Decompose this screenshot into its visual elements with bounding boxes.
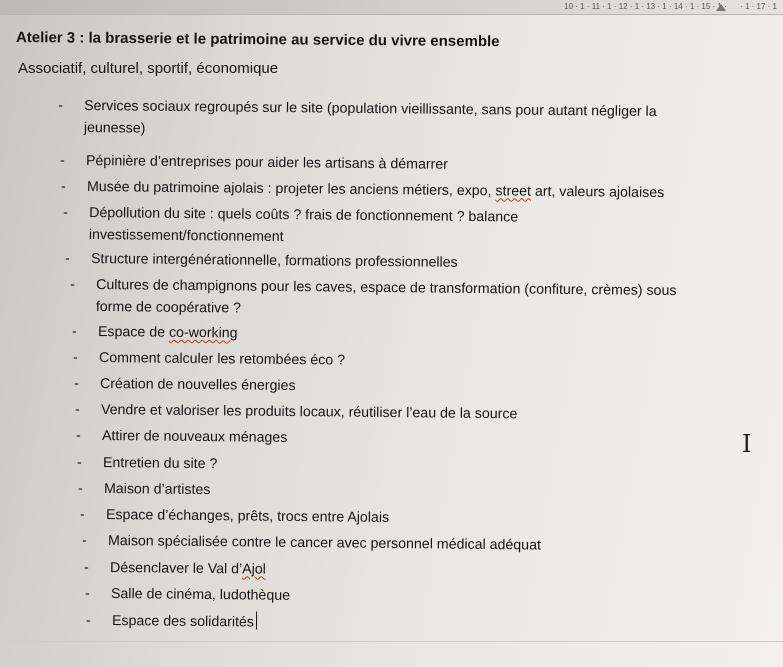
list-item[interactable] <box>81 530 542 557</box>
list-item[interactable] <box>72 347 346 372</box>
list-item-text: Musée du patrimoine ajolais : projeter les anciens métiers, expo, <box>86 179 496 200</box>
list-item-text: Espace d’échanges, prêts, trocs entre Ajolais <box>105 507 390 526</box>
list-item-text: Services sociaux regroupés sur le site (population vieillissante, sans pour autant négliger la <box>84 98 657 120</box>
bullet-dash: - <box>70 276 75 293</box>
list-item[interactable] <box>85 610 258 634</box>
list-item-text: Pépinière d’entreprises pour aider les artisans à démarrer <box>85 153 449 173</box>
list-item[interactable] <box>70 274 677 324</box>
bullet-dash: - <box>83 559 89 576</box>
list-item-text: Structure intergénérationnelle, formations professionnelles <box>90 251 458 271</box>
bullet-dash: - <box>76 454 82 471</box>
spelling-error-word[interactable]: Ajol <box>242 561 266 578</box>
list-item-text: Espace de <box>97 324 170 341</box>
bullet-dash: - <box>74 401 80 418</box>
ruler-tick-labels: 10 · 1 · 11 · 1 · 12 · 1 · 13 · 1 · 14 · 1 · 15 · 1 · · 1 · 17 · 1 <box>564 2 777 11</box>
list-item[interactable] <box>83 557 266 581</box>
list-item-text: Entretien du site ? <box>102 455 218 473</box>
list-item-text: Cultures de champignons pour les caves, espace de transformation (confiture, crèmes) sous <box>96 277 677 300</box>
list-item-text: Désenclaver le Val d’ <box>109 560 243 578</box>
text-insertion-caret <box>256 612 258 630</box>
list-item-text: Création de nouvelles énergies <box>99 376 296 395</box>
bullet-dash: - <box>85 612 91 629</box>
bullet-dash: - <box>77 480 83 497</box>
list-item[interactable] <box>76 452 218 475</box>
list-item-text-continued: investissement/fonctionnement <box>88 226 284 246</box>
document-subheading: Associatif, culturel, sportif, économique <box>18 60 279 77</box>
list-item-text: Dépollution du site : quels coûts ? frais de fonctionnement ? balance <box>89 205 519 226</box>
list-item-text: art, valeurs ajolaises <box>530 183 665 202</box>
list-item-text: Maison spécialisée contre le cancer avec personnel médical adéquat <box>107 533 542 554</box>
bullet-dash: - <box>59 152 65 169</box>
list-item[interactable] <box>71 321 238 344</box>
list-item-text-continued: forme de coopérative ? <box>95 298 242 317</box>
bullet-dash: - <box>79 506 85 523</box>
page-edge-divider <box>0 641 783 642</box>
bullet-dash: - <box>60 178 66 195</box>
list-item-text: Vendre et valoriser les produits locaux, réutiliser l’eau de la source <box>100 402 518 423</box>
indent-marker-icon[interactable] <box>716 4 726 11</box>
list-item[interactable] <box>58 95 657 145</box>
bullet-dash: - <box>72 349 78 366</box>
ibeam-cursor-icon: I <box>742 430 752 458</box>
list-item[interactable] <box>75 425 288 449</box>
list-item-text: Attirer de nouveaux ménages <box>101 428 288 446</box>
list-item[interactable] <box>60 176 665 204</box>
spelling-error-word[interactable]: co-working <box>168 324 238 342</box>
bullet-dash: - <box>84 585 90 602</box>
list-item[interactable] <box>59 150 449 176</box>
list-item[interactable] <box>77 478 211 501</box>
bullet-dash: - <box>73 375 79 392</box>
list-item-text-continued: jeunesse) <box>83 119 146 137</box>
bullet-dash: - <box>64 250 70 267</box>
list-item[interactable] <box>84 583 291 607</box>
document-page[interactable] <box>0 14 783 667</box>
list-item[interactable] <box>79 504 390 529</box>
list-item[interactable] <box>64 248 458 274</box>
bullet-dash: - <box>71 323 77 340</box>
list-item-text: Espace des solidarités <box>111 613 255 631</box>
list-item[interactable] <box>73 373 296 397</box>
list-item[interactable] <box>63 202 519 250</box>
bullet-dash: - <box>81 532 87 549</box>
document-heading: Atelier 3 : la brasserie et le patrimoine au service du vivre ensemble <box>15 29 500 51</box>
list-item-text: Maison d’artistes <box>103 481 211 499</box>
bullet-dash: - <box>58 97 63 114</box>
horizontal-ruler[interactable] <box>0 0 783 15</box>
list-item[interactable] <box>74 399 518 425</box>
spelling-error-word[interactable]: street <box>495 183 532 200</box>
bullet-dash: - <box>75 427 81 444</box>
bullet-dash: - <box>63 204 68 221</box>
list-item-text: Salle de cinéma, ludothèque <box>110 586 291 604</box>
list-item-text: Comment calculer les retombées éco ? <box>98 350 346 369</box>
